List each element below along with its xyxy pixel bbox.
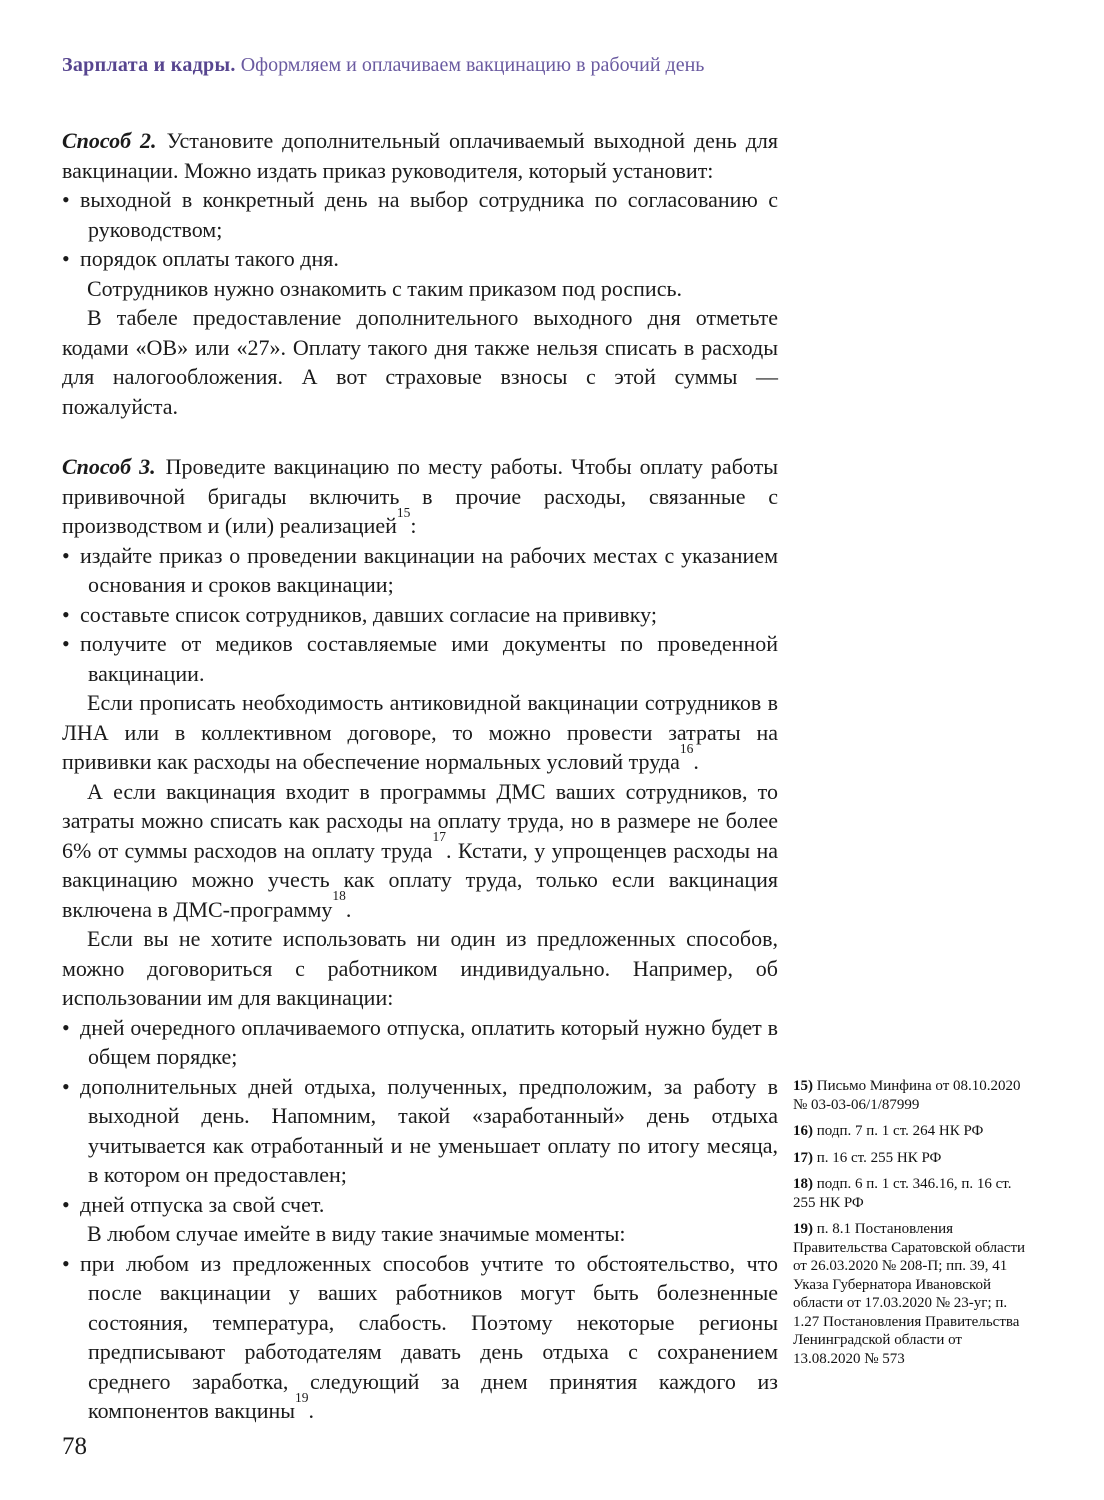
paragraph-lna-text: Если прописать необходимость антиковидной вакцинации сотрудников в ЛНА или в коллективном договоре, то можно провести затраты на прививки как расходы на обеспечение нормальных условий труда	[62, 690, 778, 774]
footnote-ref-19: 19	[295, 1389, 309, 1405]
bullet-text: дополнительных дней отдыха, полученных, предположим, за работу в выходной день. Напомним, такой «заработанный» день отдыха учитывается как отработанный и не уменьшает оплату по итогу месяца, в котором он предоставлен;	[80, 1073, 778, 1187]
footnote-text: п. 8.1 Постановления Правительства Саратовской области от 26.03.2020 № 208-П; пп. 39, 41 Указа Губернатора Ивановской области от 17.03.2020 № 23-уг; п. 1.27 Постановления Правительства Ленинградской области от 13.08.2020 № 573	[793, 1221, 1026, 1367]
bullet-tail: .	[308, 1398, 315, 1423]
header-kicker: Зарплата и кадры.	[62, 54, 236, 76]
footnotes-sidebar	[793, 1077, 1031, 1376]
paragraph-dms	[62, 777, 778, 925]
article-body	[62, 126, 778, 1426]
way-3-intro-text: Проведите вакцинацию по месту работы. Чтобы оплату работы прививочной бригады включить в прочие расходы, связанные с производством и (или) реализацией	[62, 454, 778, 538]
way-3-bullet-list	[62, 541, 778, 689]
bullet-icon: •	[62, 542, 70, 568]
way-3-intro-tail: :	[410, 513, 417, 538]
footnote-ref-16: 16	[679, 740, 694, 756]
way-2-intro-paragraph	[62, 126, 778, 185]
page-number: 78	[62, 1433, 87, 1460]
paragraph-lna-tail: .	[693, 749, 699, 774]
footnote-number: 18)	[793, 1176, 813, 1192]
bullet-icon: •	[62, 1250, 70, 1276]
footnote-text: п. 16 ст. 255 НК РФ	[816, 1149, 942, 1166]
bullet-item	[62, 629, 778, 688]
bullet-text: получите от медиков составляемые ими документы по проведенной вакцинации.	[80, 631, 778, 686]
bullet-text: составьте список сотрудников, давших согласие на прививку;	[80, 601, 657, 627]
section-way-3	[62, 452, 778, 1426]
way-2-label: Способ 2.	[62, 128, 157, 153]
way-3-label: Способ 3.	[62, 454, 156, 479]
bullet-item	[62, 600, 778, 630]
bullet-item	[62, 1249, 778, 1426]
header-title: Оформляем и оплачиваем вакцинацию в рабочий день	[235, 54, 705, 76]
individual-options-bullet-list	[62, 1013, 778, 1220]
footnote-number: 17)	[793, 1149, 813, 1166]
paragraph-sign-order: Сотрудников нужно ознакомить с таким приказом под роспись.	[87, 275, 682, 301]
running-header	[62, 52, 1042, 78]
bullet-text: дней очередного оплачиваемого отпуска, оплатить который нужно будет в общем порядке;	[80, 1014, 778, 1069]
footnote-ref-15: 15	[396, 504, 411, 520]
paragraph-individual: Если вы не хотите использовать ни один из предложенных способов, можно договориться с работником индивидуально. Например, об использовании им для вакцинации:	[62, 926, 778, 1010]
footnote-16	[793, 1122, 1031, 1141]
way-2-intro-text: Установите дополнительный оплачиваемый выходной день для вакцинации. Можно издать приказ руководителя, который установит:	[62, 128, 778, 183]
bullet-icon: •	[62, 631, 70, 656]
footnote-17	[793, 1149, 1031, 1168]
paragraph-dms-tail: .	[345, 896, 352, 922]
footnote-19	[793, 1220, 1031, 1368]
footnote-text: подп. 7 п. 1 ст. 264 НК РФ	[816, 1123, 984, 1139]
way-2-bullet-list	[62, 185, 778, 274]
bullet-icon: •	[62, 1073, 70, 1099]
bullet-text: выходной в конкретный день на выбор сотрудника по согласованию с руководством;	[80, 187, 778, 242]
footnote-number: 19)	[793, 1221, 813, 1237]
moments-bullet-list	[62, 1249, 778, 1426]
bullet-icon: •	[62, 187, 70, 212]
bullet-text: издайте приказ о проведении вакцинации на рабочих местах с указанием основания и сроков вакцинации;	[80, 542, 778, 597]
bullet-text: при любом из предложенных способов учтите то обстоятельство, что после вакцинации у ваших работников могут быть болезненные состояния, температура, слабость. Поэтому некоторые регионы предписывают работодателям давать день отдыха с сохранением среднего заработка, следующий за днем принятия каждого из компонентов вакцины	[80, 1250, 778, 1423]
bullet-icon: •	[62, 246, 70, 271]
bullet-item	[62, 541, 778, 600]
footnote-number: 15)	[793, 1078, 813, 1094]
bullet-text: порядок оплаты такого дня.	[80, 246, 339, 271]
paragraph-lna	[62, 688, 778, 777]
bullet-icon: •	[62, 1191, 70, 1217]
paragraph-moments: В любом случае имейте в виду такие значимые моменты:	[87, 1221, 626, 1246]
footnote-ref-17: 17	[432, 829, 446, 845]
way-3-intro-paragraph	[62, 452, 778, 541]
footnote-ref-18: 18	[332, 888, 346, 904]
paragraph-timesheet: В табеле предоставление дополнительного выходного дня отметьте кодами «ОВ» или «27». Оплату такого дня также нельзя списать в расходы для налогообложения. А вот страховые взносы с этой суммы — пожалуйста.	[62, 305, 778, 419]
bullet-icon: •	[62, 601, 70, 627]
footnote-text: Письмо Минфина от 08.10.2020 № 03-03-06/1/87999	[793, 1078, 1021, 1113]
section-way-2	[62, 126, 778, 421]
paragraph-dms-mid: . Кстати, у упрощенцев расходы на вакцинацию можно учесть как оплату труда, только если вакцинация включена в ДМС-программу	[62, 837, 778, 922]
bullet-item	[62, 1072, 778, 1190]
footnote-18	[793, 1175, 1031, 1212]
bullet-text: дней отпуска за свой счет.	[80, 1191, 325, 1217]
bullet-icon: •	[62, 1014, 70, 1040]
footnote-15	[793, 1077, 1031, 1114]
bullet-item	[62, 244, 778, 274]
paragraph-dms-text: А если вакцинация входит в программы ДМС ваших сотрудников, то затраты можно списать как расходы на оплату труда, но в размере не более 6% от суммы расходов на оплату труда	[62, 778, 778, 863]
bullet-item	[62, 185, 778, 244]
bullet-item	[62, 1013, 778, 1072]
footnote-text: подп. 6 п. 1 ст. 346.16, п. 16 ст. 255 НК РФ	[793, 1176, 1012, 1211]
bullet-item	[62, 1190, 778, 1220]
footnote-number: 16)	[793, 1123, 813, 1139]
